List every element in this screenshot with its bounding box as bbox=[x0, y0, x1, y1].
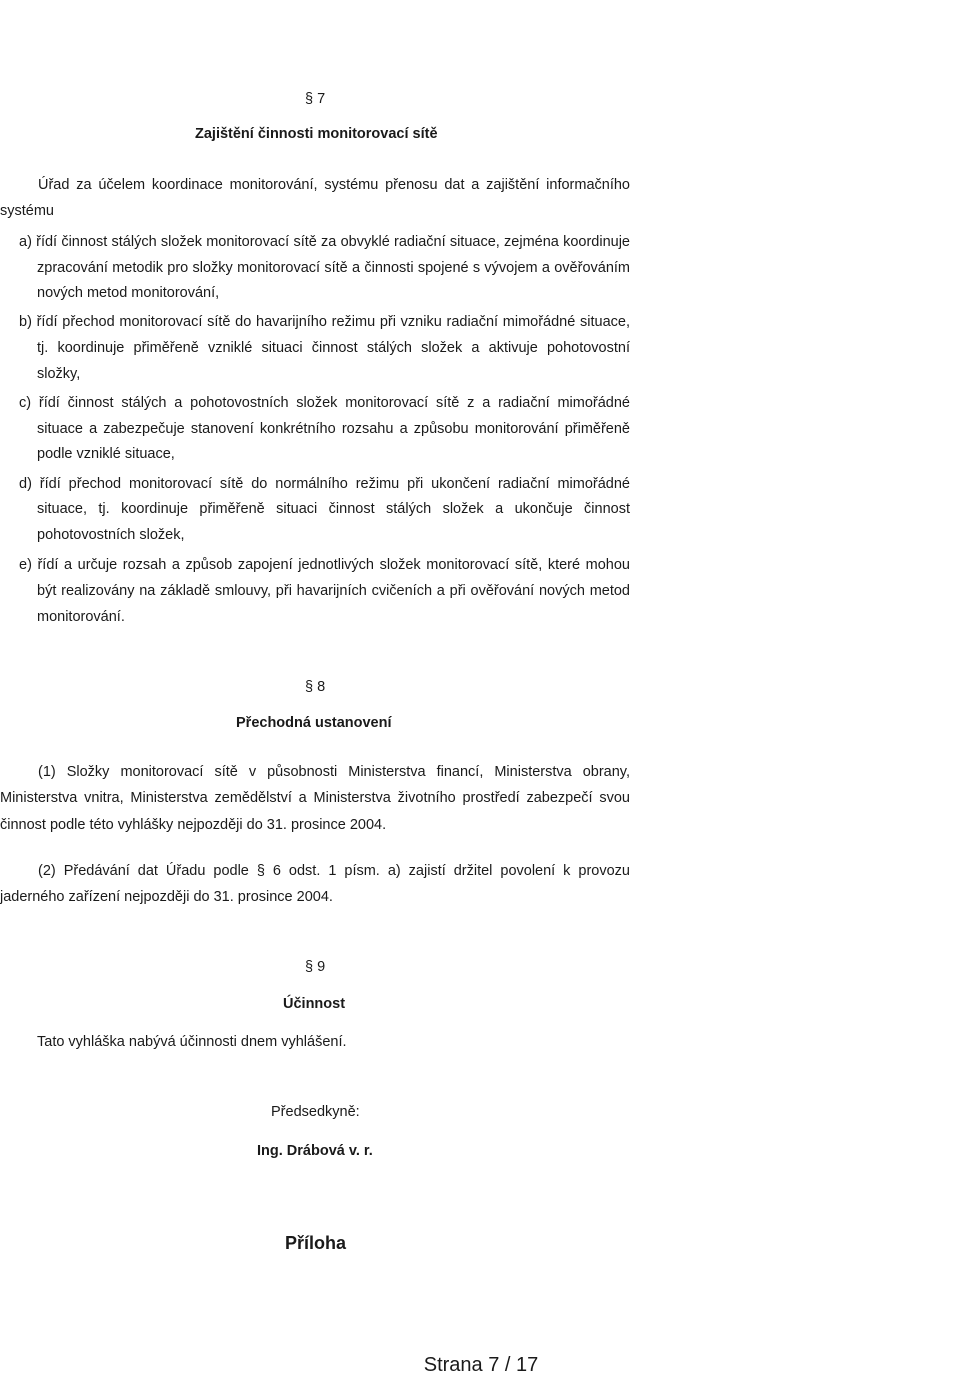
item-d-line-3: pohotovostních složek, bbox=[37, 527, 185, 543]
item-c-line-2: situace a zabezpečuje stanovení konkrétního rozsahu a způsobu monitorování přiměřeně bbox=[37, 421, 630, 437]
appendix-title: Příloha bbox=[285, 1233, 347, 1253]
section-7-intro-line-2: systému bbox=[0, 203, 54, 219]
signature-name: Ing. Drábová v. r. bbox=[257, 1143, 373, 1159]
page-number-footer: Strana 7 / 17 bbox=[423, 1354, 539, 1376]
section-8-paragraph-1-line-3: činnost podle této vyhlášky nejpozději do 31. prosince 2004. bbox=[0, 817, 387, 833]
section-8-title: Přechodná ustanovení bbox=[236, 715, 392, 731]
section-8-paragraph-2-line-1: (2) Předávání dat Úřadu podle § 6 odst. 1 písm. a) zajistí držitel povolení k provozu bbox=[38, 863, 630, 879]
item-a-line-1: a) řídí činnost stálých složek monitorovací sítě za obvyklé radiační situace, zejména koordinuje bbox=[19, 234, 630, 250]
signature-role: Předsedkyně: bbox=[271, 1104, 360, 1120]
section-8-heading: § 8 bbox=[305, 679, 326, 695]
item-e-line-1: e) řídí a určuje rozsah a způsob zapojení jednotlivých složek monitorovací sítě, které mohou bbox=[19, 557, 630, 573]
section-7-title: Zajištění činnosti monitorovací sítě bbox=[195, 126, 438, 142]
item-a-line-3: nových metod monitorování, bbox=[37, 285, 220, 301]
item-e-line-3: monitorování. bbox=[37, 609, 125, 625]
section-7-intro-line-1: Úřad za účelem koordinace monitorování, systému přenosu dat a zajištění informačního bbox=[38, 177, 630, 193]
item-b-line-3: složky, bbox=[37, 366, 81, 382]
section-8-paragraph-1-line-2: Ministerstva vnitra, Ministerstva zemědělství a Ministerstva životního prostředí zabezpečí svou bbox=[0, 790, 630, 806]
section-7-heading: § 7 bbox=[305, 91, 326, 107]
section-8-paragraph-1-line-1: (1) Složky monitorovací sítě v působnosti Ministerstva financí, Ministerstva obrany, bbox=[38, 764, 630, 780]
item-b-line-2: tj. koordinuje přiměřeně vzniklé situaci činnost stálých složek a aktivuje pohotovostní bbox=[37, 340, 630, 356]
item-c-line-1: c) řídí činnost stálých a pohotovostních složek monitorovací sítě z a radiační mimořádné bbox=[19, 395, 630, 411]
item-a-line-2: zpracování metodik pro složky monitorovací sítě a činnosti spojené s vývojem a ověřováním bbox=[37, 260, 630, 276]
item-d-line-2: situace, tj. koordinuje přiměřeně situaci činnost stálých složek a ukončuje činnost bbox=[37, 501, 630, 517]
section-9-title: Účinnost bbox=[283, 996, 346, 1012]
item-c-line-3: podle vzniklé situace, bbox=[37, 446, 175, 462]
item-d-line-1: d) řídí přechod monitorovací sítě do normálního režimu při ukončení radiační mimořádné bbox=[19, 476, 630, 492]
section-9-heading: § 9 bbox=[305, 959, 326, 975]
section-9-text: Tato vyhláška nabývá účinnosti dnem vyhlášení. bbox=[37, 1034, 347, 1050]
item-b-line-1: b) řídí přechod monitorovací sítě do havarijního režimu při vzniku radiační mimořádné situace, bbox=[19, 314, 630, 330]
item-e-line-2: být realizovány na základě smlouvy, při havarijních cvičeních a při ověřování nových metod bbox=[37, 583, 630, 599]
section-8-paragraph-2-line-2: jaderného zařízení nejpozději do 31. prosince 2004. bbox=[0, 889, 333, 905]
